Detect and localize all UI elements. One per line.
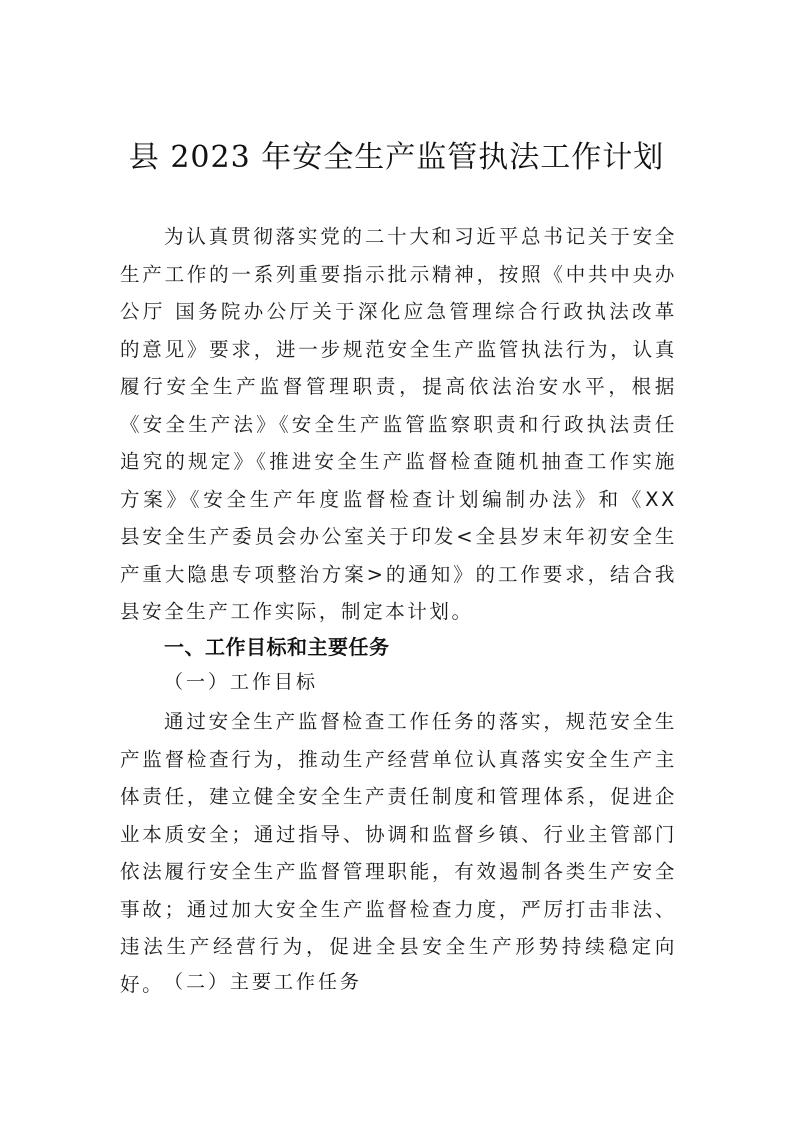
work-goals-paragraph: 通过安全生产监督检查工作任务的落实，规范安全生产监督检查行为，推动生产经营单位认真落实安全生产主体责任，建立健全安全生产责任制度和管理体系，促进企业本质安全；通过指导、协调和监督乡镇、行业主管部门依法履行安全生产监督管理职能，有效遏制各类生产安全事故；通过加大安全生产监督检查力度，严厉打击非法、违法生产经营行为，促进全县安全生产形势持续稳定向好。 <box>120 710 677 996</box>
subsection-heading-work-goals: （一）工作目标 <box>164 671 319 693</box>
intro-paragraph: 为认真贯彻落实党的二十大和习近平总书记关于安全生产工作的一系列重要指示批示精神，按照《中共中央办公厅 国务院办公厅关于深化应急管理综合行政执法改革的意见》要求，进一步规范安全生产监管执法行为，认真履行安全生产监督管理职责，提高依法治安水平，根据《安全生产法》《安全生产监管监察职责和行政执法责任追究的规定》《推进安全生产监督检查随机抽查工作实施方案》《安全生产年度监督检查计划编制办法》和《XX 县安全生产委员会办公室关于印发<全县岁末年初安全生产重大隐患专项整治方案>的通知》的工作要求，结合我县安全生产工作实际，制定本计划。 <box>120 225 677 623</box>
section-heading-goals-and-tasks: 一、工作目标和主要任务 <box>164 635 390 659</box>
document-title: 县 2023 年安全生产监管执法工作计划 <box>128 140 665 175</box>
subsection-heading-main-tasks: （二）主要工作任务 <box>164 971 363 993</box>
